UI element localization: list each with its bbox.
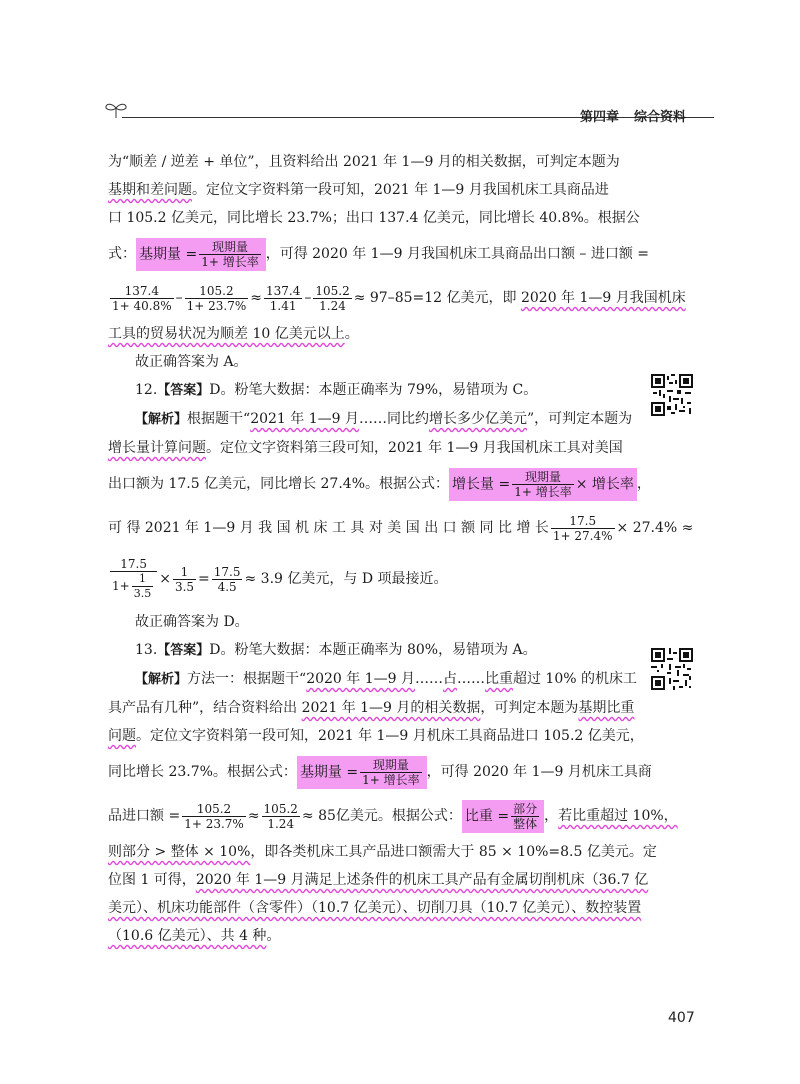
- key-phrase: 基期比重: [578, 700, 635, 716]
- nested-fraction: [132, 572, 154, 601]
- qr-code-q12[interactable]: [651, 374, 693, 416]
- text: 超过 10% 的机床工: [512, 671, 638, 687]
- text: D。粉笔大数据：本题正确率为 79%，易错项为 C。: [209, 382, 538, 398]
- key-phrase: 2020 年 1—9 月我国机床: [520, 290, 686, 306]
- text: ≈ 97–85=12 亿美元，即: [353, 290, 521, 306]
- operator: –: [175, 290, 183, 306]
- text: ，: [544, 808, 559, 824]
- text: 。: [344, 326, 359, 342]
- denominator: 整体: [513, 816, 538, 831]
- fraction: [511, 802, 539, 831]
- formula-growth-amount: [449, 468, 637, 501]
- q11-line-5: [108, 276, 686, 320]
- q12-analysis-line-1: [108, 405, 633, 434]
- q12-conclusion: [108, 608, 623, 636]
- text: 为“顺差 / 逆差 + 单位”，且资料给出 2021 年 1—9 月的相关数据，可判定本题为: [108, 154, 620, 170]
- chapter-number: 第四章: [580, 110, 620, 125]
- numerator: 部分: [513, 801, 538, 816]
- numerator: 105.2: [263, 801, 298, 816]
- q11-line-4: [108, 232, 650, 276]
- text: ……: [456, 671, 485, 687]
- text: ，可判定本题为: [480, 700, 579, 716]
- numerator: 17.5: [110, 557, 157, 572]
- operator: ≈: [247, 808, 260, 824]
- key-phrase: 增长量计算问题: [108, 440, 206, 456]
- text: D。粉笔大数据：本题正确率为 80%，易错项为 A。: [209, 642, 537, 658]
- numerator: 137.4: [265, 283, 301, 298]
- text: 出口额为 17.5 亿美元，同比增长 27.4%。根据公式：: [108, 476, 449, 492]
- numerator: 17.5: [551, 514, 615, 529]
- text: 式：: [108, 246, 136, 262]
- operator: ×: [159, 571, 171, 587]
- denominator: 1+ 增长率: [362, 772, 420, 787]
- numerator: 105.2: [182, 802, 246, 817]
- q13-analysis-line-9: [108, 922, 623, 950]
- text: ≈ 85亿美元。根据公式：: [301, 808, 462, 824]
- q11-conclusion: [108, 348, 623, 376]
- text: ≈ 3.9 亿美元，与 D 项最接近。: [244, 571, 448, 587]
- fraction: [182, 802, 246, 831]
- fraction: [262, 802, 300, 831]
- text: ，: [636, 476, 651, 492]
- numerator: 现期量: [199, 240, 261, 255]
- formula-label: 增长量 =: [452, 476, 511, 492]
- denominator: 3.5: [133, 587, 152, 600]
- denominator: 1+ 27.4%: [552, 528, 613, 543]
- key-phrase: 占: [442, 671, 457, 687]
- key-phrase: 2020 年 1—9 月: [306, 671, 415, 687]
- denominator: [110, 572, 157, 601]
- key-phrase: 美元）、机床功能部件（含零件）（10.7 亿美元）、切削刀具（10.7 亿美元）、数控装置: [108, 900, 642, 916]
- key-phrase: 2021 年 1—9 月的相关数据: [301, 700, 481, 716]
- operator: =: [198, 571, 210, 587]
- text: 具产品有几种”，结合资料给出: [108, 700, 302, 716]
- analysis-label: 【解析】: [135, 672, 188, 687]
- text: ……: [414, 671, 443, 687]
- denominator: 3.5: [174, 579, 195, 594]
- numerator: 105.2: [185, 284, 249, 299]
- q13-analysis-line-5: [108, 794, 678, 838]
- fraction: [199, 240, 261, 269]
- answer-label: 【答案】: [157, 383, 210, 398]
- fraction: [173, 565, 196, 594]
- fraction: [264, 284, 302, 313]
- formula-label: 基期量 =: [139, 246, 198, 262]
- formula-label: 基期量 =: [299, 764, 359, 780]
- question-number: 12.: [135, 382, 158, 398]
- text: 可 得 2021 年 1—9 月 我 国 机 床 工 具 对 美 国 出 口 额 同 比 增 长: [108, 520, 549, 536]
- page-number: 407: [668, 1010, 695, 1026]
- q13-analysis-line-8: [108, 894, 642, 922]
- text: × 27.4% ≈: [616, 520, 694, 536]
- q12-analysis-line-2: [108, 434, 623, 462]
- denominator: 4.5: [217, 579, 237, 594]
- page-body: [108, 148, 694, 950]
- text: 。: [266, 928, 281, 944]
- numerator: 137.4: [110, 284, 174, 299]
- numerator: 现期量: [512, 470, 574, 485]
- q13-analysis-line-6: [108, 838, 657, 866]
- formula-tail: × 增长率: [575, 476, 634, 492]
- key-phrase: 若比重超过 10%，: [558, 808, 678, 824]
- text: 故正确答案为 A。: [135, 354, 248, 370]
- key-phrase: 基期和差问题: [108, 182, 192, 198]
- text: 方法一：根据题干“: [187, 671, 307, 687]
- text: 品进口额 =: [108, 808, 181, 824]
- numerator: 1: [173, 565, 196, 580]
- key-phrase: 增长多少亿美元: [428, 411, 527, 427]
- denominator: 1+ 23.7%: [186, 298, 247, 313]
- text: 。定位文字资料第一段可知，2021 年 1—9 月机床工具商品进口 105.2 亿美元，: [136, 728, 644, 744]
- fraction: [313, 284, 351, 313]
- analysis-label: 【解析】: [135, 412, 188, 427]
- denominator: 1+ 增长率: [201, 254, 259, 269]
- fraction: [212, 565, 243, 594]
- text: ，可得 2020 年 1—9 月机床工具商: [426, 764, 652, 780]
- formula-base-period: [136, 238, 266, 271]
- numerator: 105.2: [315, 283, 350, 298]
- fraction: [185, 284, 249, 313]
- text: 1+: [112, 579, 130, 593]
- operator: ≈: [250, 290, 262, 306]
- text: 故正确答案为 D。: [135, 614, 249, 630]
- complex-fraction: [110, 557, 157, 601]
- formula-proportion: [462, 800, 544, 833]
- q12-header: [108, 376, 623, 405]
- text: ，可得 2020 年 1—9 月我国机床工具商品出口额 – 进口额 =: [265, 246, 650, 262]
- operator: –: [304, 290, 312, 306]
- q11-line-6: [108, 320, 623, 348]
- header-rule: [122, 117, 714, 118]
- q11-line-2: [108, 176, 623, 204]
- key-phrase: 2021 年 1—9 月: [250, 411, 359, 427]
- q12-analysis-line-3: [108, 462, 651, 506]
- text: 。定位文字资料第一段可知，2021 年 1—9 月我国机床工具商品进: [192, 182, 609, 198]
- q13-analysis-line-1: [108, 665, 638, 694]
- q11-line-3: [108, 204, 640, 232]
- numerator: 现期量: [360, 758, 422, 773]
- question-number: 13.: [135, 642, 158, 658]
- key-phrase: 问题: [108, 728, 136, 744]
- key-phrase: 2020 年 1—9 月满足上述条件的机床工具产品有金属切削机床（36.7 亿: [195, 872, 649, 888]
- key-phrase: （10.6 亿美元）、共 4 种: [108, 928, 267, 944]
- text: 同比增长 23.7%。根据公式：: [108, 764, 297, 780]
- denominator: 1.24: [267, 816, 295, 831]
- chapter-title: 综合资料: [634, 110, 687, 125]
- text: 口 105.2 亿美元，同比增长 23.7%；出口 137.4 亿美元，同比增长 40.8%。根据公: [108, 210, 640, 226]
- text: ，即各类机床工具产品进口额需大于 85 × 10%=8.5 亿美元。定: [250, 844, 657, 860]
- numerator: 1: [132, 572, 154, 587]
- fraction: [512, 470, 574, 499]
- key-phrase: 则部分 > 整体 × 10%: [108, 844, 251, 860]
- q13-analysis-line-7: [108, 866, 649, 894]
- formula-label: 比重 =: [464, 808, 510, 824]
- q12-analysis-line-5: [108, 550, 623, 608]
- key-phrase: 工具的贸易状况为顺差 10 亿美元以上: [108, 326, 345, 342]
- text: ……同比约: [358, 411, 429, 427]
- q13-analysis-line-4: [108, 750, 652, 794]
- q12-analysis-line-4: [108, 506, 694, 550]
- fraction: [551, 514, 615, 543]
- q11-line-1: [108, 148, 623, 176]
- numerator: 17.5: [213, 564, 241, 579]
- q13-analysis-line-3: [108, 722, 644, 750]
- text: 。定位文字资料第三段可知，2021 年 1—9 月我国机床工具对美国: [206, 440, 623, 456]
- denominator: 1+ 增长率: [514, 484, 572, 499]
- text: ”，可判定本题为: [526, 411, 633, 427]
- q13-analysis-line-2: [108, 694, 635, 722]
- denominator: 1+ 23.7%: [184, 816, 244, 831]
- formula-base-period: [297, 756, 427, 789]
- text: 根据题干“: [187, 411, 251, 427]
- denominator: 1.24: [319, 298, 346, 313]
- fraction: [110, 284, 174, 313]
- denominator: 1.41: [269, 298, 297, 313]
- answer-label: 【答案】: [157, 643, 210, 658]
- qr-code-q13[interactable]: [651, 648, 693, 690]
- fraction: [360, 758, 422, 787]
- denominator: 1+ 40.8%: [112, 298, 172, 313]
- key-phrase: 比重: [484, 671, 513, 687]
- q13-header: [108, 636, 623, 665]
- text: 位图 1 可得，: [108, 872, 196, 888]
